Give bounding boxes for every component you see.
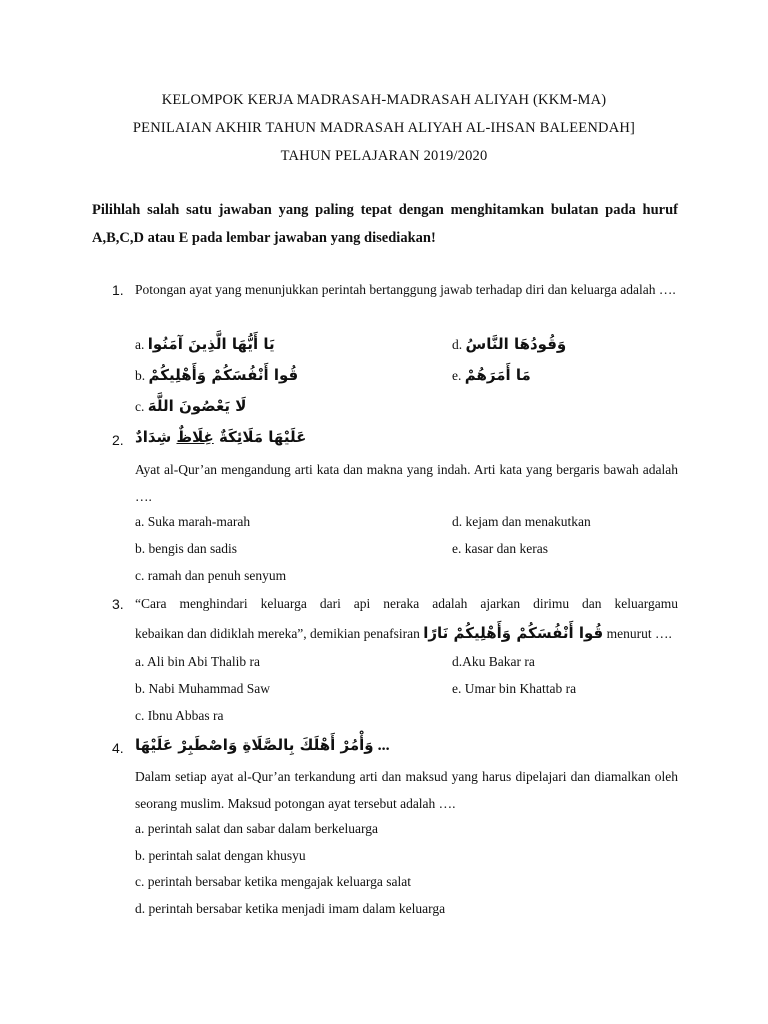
- question-2-option-c: c. ramah dan penuh senyum: [135, 568, 287, 583]
- question-2-text: Ayat al-Qur’an mengandung arti kata dan makna yang indah. Arti kata yang bergaris bawah adalah ….: [135, 462, 678, 504]
- question-2-arabic: [135, 428, 306, 447]
- text-start: kebaikan dan didiklah mereka”, demikian penafsiran: [135, 626, 420, 641]
- option-letter: c.: [135, 399, 145, 414]
- question-1-text: Potongan ayat yang menunjukkan perintah bertanggung jawab terhadap diri dan keluarga adalah ….: [135, 282, 676, 297]
- question-2-option-b: b. bengis dan sadis: [135, 541, 237, 556]
- question-3-line-1: “Cara menghindari keluarga dari api neraka adalah ajarkan dirimu dan keluargamu: [135, 596, 678, 611]
- question-3-option-b: b. Nabi Muhammad Saw: [135, 681, 270, 696]
- question-1-option-b: [135, 366, 298, 384]
- question-3-option-d: d.Aku Bakar ra: [452, 654, 535, 669]
- question-1-option-e: [452, 366, 531, 384]
- ayat: قُوا أَنْفُسَكُمْ وَأَهْلِيكُمْ نَارًا: [423, 624, 604, 642]
- question-4-number: 4.: [112, 740, 124, 756]
- question-1-number: 1.: [112, 282, 124, 298]
- option-arabic: وَقُودُهَا النَّاسُ: [465, 335, 567, 353]
- question-2-option-a: a. Suka marah-marah: [135, 514, 251, 529]
- question-4-option-d: d. perintah bersabar ketika menjadi imam dalam keluarga: [135, 901, 446, 916]
- question-2-option-d: d. kejam dan menakutkan: [452, 514, 591, 529]
- ayat: وَأْمُرْ أَهْلَكَ بِالصَّلَاةِ وَاصْطَبِرْ عَلَيْهَا: [135, 736, 374, 754]
- question-1-option-c: [135, 397, 246, 415]
- question-3-line-2: [135, 624, 672, 642]
- ayat-part: [135, 428, 306, 446]
- option-arabic: مَا أَمَرَهُمْ: [464, 366, 531, 384]
- question-1-option-a: [135, 335, 275, 353]
- ayat-underlined: غِلَاظٌ: [176, 428, 214, 446]
- header-line-1: KELOMPOK KERJA MADRASAH-MADRASAH ALIYAH (KKM-MA): [161, 92, 607, 108]
- ayat-after: شِدَادٌ: [135, 428, 172, 446]
- question-3-option-a: a. Ali bin Abi Thalib ra: [135, 654, 260, 669]
- option-letter: a.: [135, 337, 145, 352]
- question-4-arabic: [135, 736, 390, 755]
- question-4-option-c: c. perintah bersabar ketika mengajak keluarga salat: [135, 874, 411, 889]
- instruction: Pilihlah salah satu jawaban yang paling tepat dengan menghitamkan bulatan pada huruf A,B,C,D atau E pada lembar jawaban yang disediakan!: [92, 202, 678, 246]
- question-4-option-a: a. perintah salat dan sabar dalam berkeluarga: [135, 821, 379, 836]
- ayat-ellipsis: ...: [377, 737, 390, 754]
- ayat-before: عَلَيْهَا مَلَائِكَةٌ: [218, 428, 307, 446]
- option-arabic: لَا يَعْصُونَ اللَّهَ: [147, 397, 247, 415]
- option-arabic: قُوا أَنْفُسَكُمْ وَأَهْلِيكُمْ: [148, 366, 299, 384]
- header-line-3: TAHUN PELAJARAN 2019/2020: [280, 148, 488, 164]
- option-letter: b.: [135, 368, 146, 383]
- question-3-option-c: c. Ibnu Abbas ra: [135, 708, 224, 723]
- header-line-2: PENILAIAN AKHIR TAHUN MADRASAH ALIYAH AL-IHSAN BALEENDAH]: [132, 120, 636, 136]
- question-1-option-d: [452, 335, 566, 353]
- text-end: menurut ….: [606, 626, 672, 641]
- question-3-option-e: e. Umar bin Khattab ra: [452, 681, 577, 696]
- question-2-number: 2.: [112, 432, 124, 448]
- option-arabic: يَا أَيُّهَا الَّذِينَ آمَنُوا: [147, 335, 275, 353]
- question-4-text: Dalam setiap ayat al-Qur’an terkandung arti dan maksud yang harus dipelajari dan diamalkan oleh seorang muslim. Maksud potongan ayat tersebut adalah ….: [135, 769, 678, 811]
- question-2-option-e: e. kasar dan keras: [452, 541, 548, 556]
- option-letter: e.: [452, 368, 462, 383]
- option-letter: d.: [452, 337, 463, 352]
- question-4-option-b: b. perintah salat dengan khusyu: [135, 848, 306, 863]
- question-3-number: 3.: [112, 596, 124, 612]
